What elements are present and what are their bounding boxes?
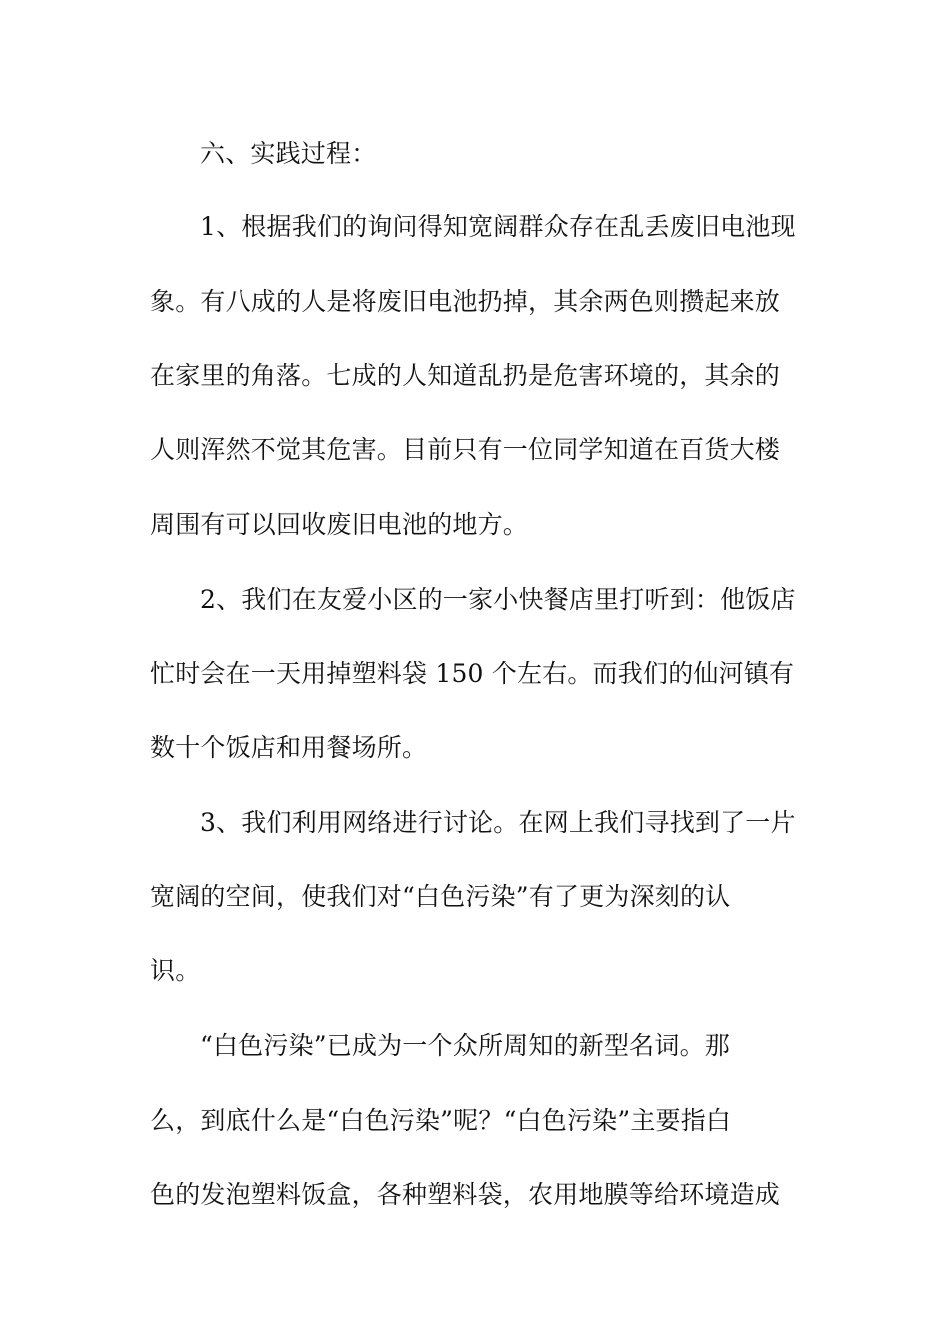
paragraph-line: 1、根据我们的询问得知宽阔群众存在乱丢废旧电池现	[200, 212, 796, 241]
paragraph-line: 宽阔的空间，使我们对“白色污染”有了更为深刻的认	[150, 882, 731, 911]
paragraph-line: 忙时会在一天用掉塑料袋 150 个左右。而我们的仙河镇有	[150, 659, 795, 688]
paragraph-line: 周围有可以回收废旧电池的地方。	[150, 510, 529, 539]
paragraph-line: 象。有八成的人是将废旧电池扔掉，其余两色则攒起来放	[150, 287, 781, 316]
paragraph-line: 在家里的角落。七成的人知道乱扔是危害环境的，其余的	[150, 361, 781, 390]
paragraph-line: 人则浑然不觉其危害。目前只有一位同学知道在百货大楼	[150, 435, 781, 464]
paragraph-line: 3、我们利用网络进行讨论。在网上我们寻找到了一片	[200, 808, 796, 837]
paragraph-line: 识。	[150, 956, 201, 985]
paragraph-line: “白色污染”已成为一个众所周知的新型名词。那	[200, 1031, 730, 1060]
paragraph-line: 数十个饭店和用餐场所。	[150, 733, 428, 762]
section-heading: 六、实践过程：	[200, 139, 377, 168]
paragraph-line: 么，到底什么是“白色污染”呢？“白色污染”主要指白	[150, 1106, 732, 1135]
paragraph-line: 色的发泡塑料饭盒，各种塑料袋，农用地膜等给环境造成	[150, 1180, 781, 1209]
paragraph-line: 2、我们在友爱小区的一家小快餐店里打听到：他饭店	[200, 585, 796, 614]
